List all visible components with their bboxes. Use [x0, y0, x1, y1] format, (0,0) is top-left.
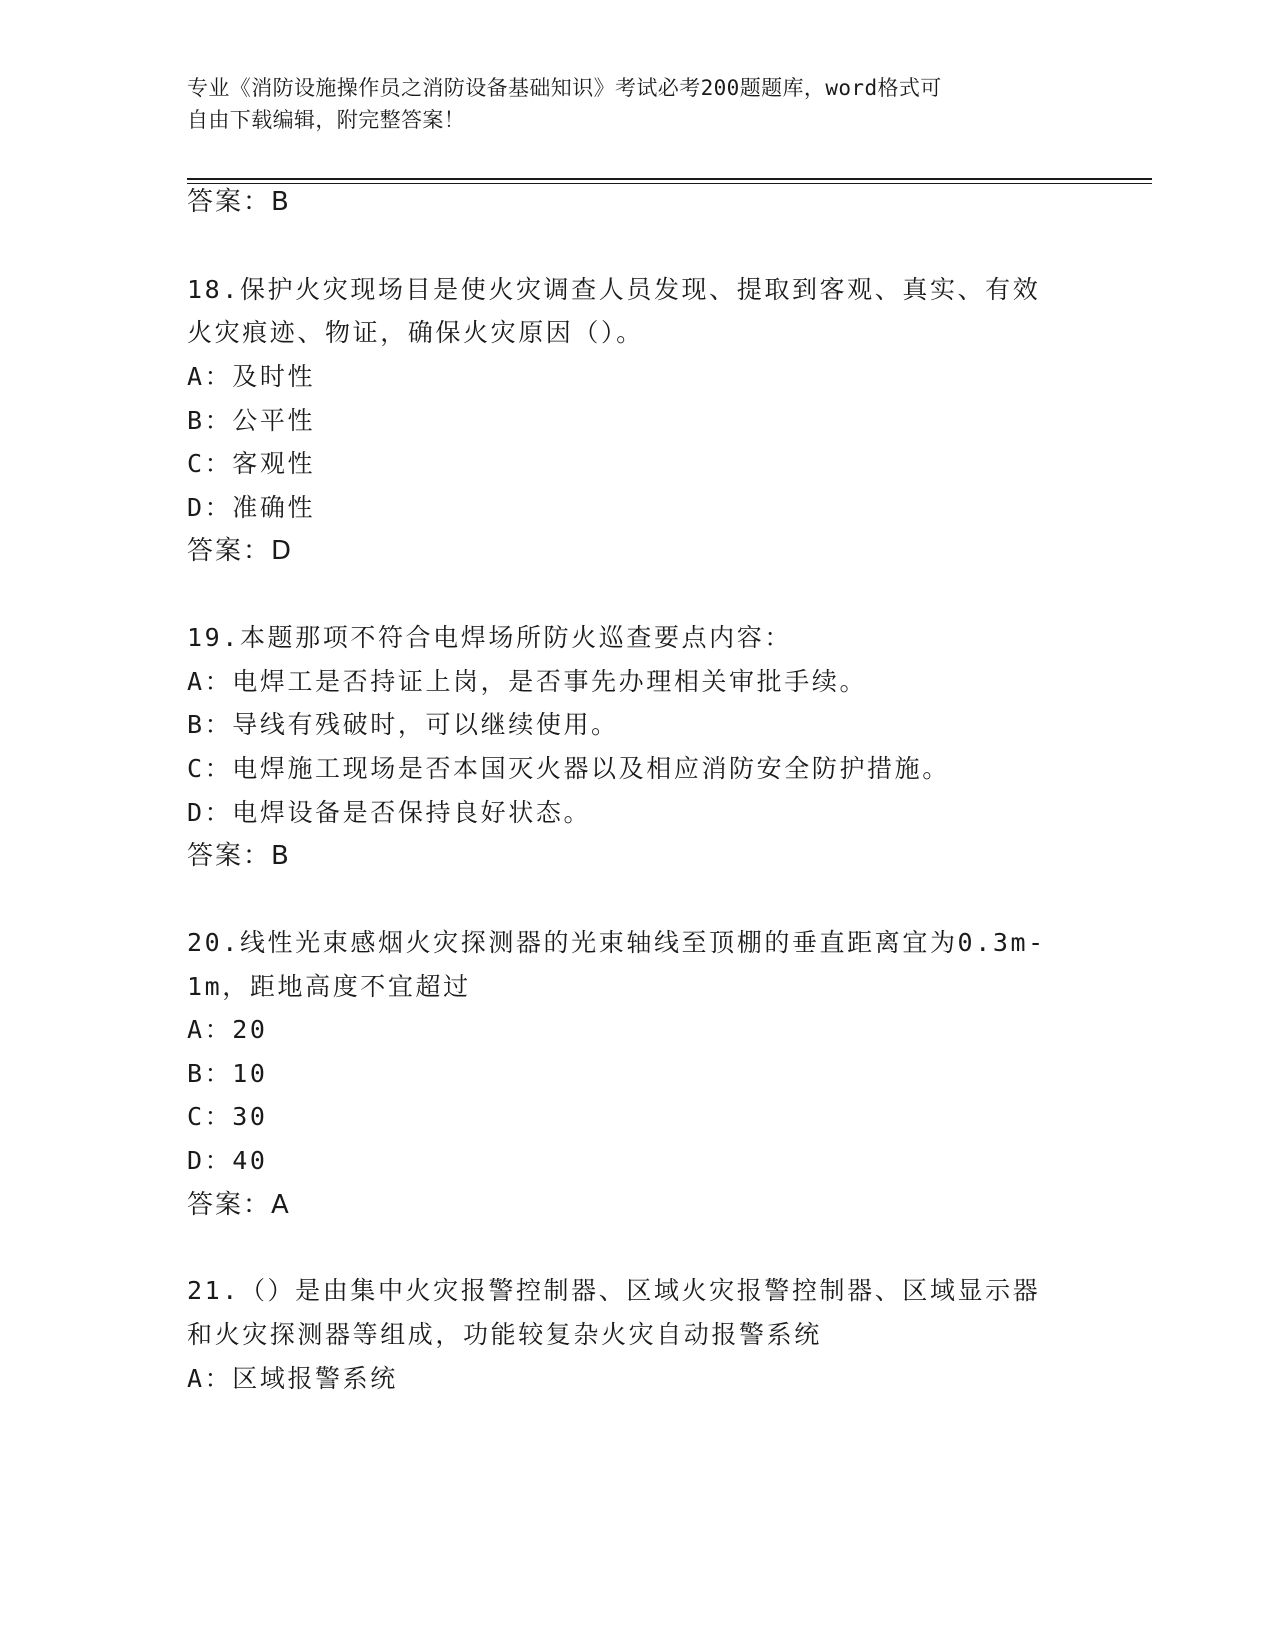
question-18-stem-line-2: 火灾痕迹、物证，确保火灾原因（）。: [187, 318, 644, 347]
question-19-option-d: D：电焊设备是否保持良好状态。: [187, 798, 592, 827]
question-18-option-a: A：及时性: [187, 362, 316, 391]
question-20-option-b: B：10: [187, 1059, 268, 1088]
header-line-2: 自由下载编辑，附完整答案！: [187, 108, 466, 132]
question-21-option-a: A：区域报警系统: [187, 1364, 398, 1393]
question-19-option-b: B：导线有残破时，可以继续使用。: [187, 710, 619, 739]
header-divider-thick: [187, 178, 1152, 180]
header-divider-thin: [187, 183, 1152, 184]
question-18-option-d: D：准确性: [187, 493, 316, 522]
question-19-stem-line-1: 19.本题那项不符合电焊场所防火巡查要点内容：: [187, 623, 792, 652]
question-20-stem-line-2: 1m，距地高度不宜超过: [187, 972, 471, 1001]
document-header: [187, 72, 1087, 136]
question-21-stem-line-2: 和火灾探测器等组成，功能较复杂火灾自动报警系统: [187, 1320, 822, 1349]
question-21-stem-line-1: 21.（）是由集中火灾报警控制器、区域火灾报警控制器、区域显示器: [187, 1276, 1041, 1305]
question-19-answer: 答案：B: [187, 841, 291, 871]
header-line-1: 专业《消防设施操作员之消防设备基础知识》考试必考200题题库，word格式可: [187, 76, 942, 100]
question-18-option-c: C：客观性: [187, 449, 316, 478]
question-19-option-c: C：电焊施工现场是否本国灭火器以及相应消防安全防护措施。: [187, 754, 950, 783]
question-19-option-a: A：电焊工是否持证上岗，是否事先办理相关审批手续。: [187, 667, 868, 696]
question-20-option-c: C：30: [187, 1102, 268, 1131]
question-20-option-a: A：20: [187, 1015, 268, 1044]
question-20-answer: 答案：A: [187, 1190, 291, 1220]
answer-previous: 答案：B: [187, 187, 291, 217]
question-18-answer: 答案：D: [187, 536, 294, 566]
question-18-stem-line-1: 18.保护火灾现场目是使火灾调查人员发现、提取到客观、真实、有效: [187, 275, 1041, 304]
question-20-option-d: D：40: [187, 1146, 268, 1175]
question-20-stem-line-1: 20.线性光束感烟火灾探测器的光束轴线至顶棚的垂直距离宜为0.3m-: [187, 928, 1046, 957]
question-18-option-b: B：公平性: [187, 406, 316, 435]
